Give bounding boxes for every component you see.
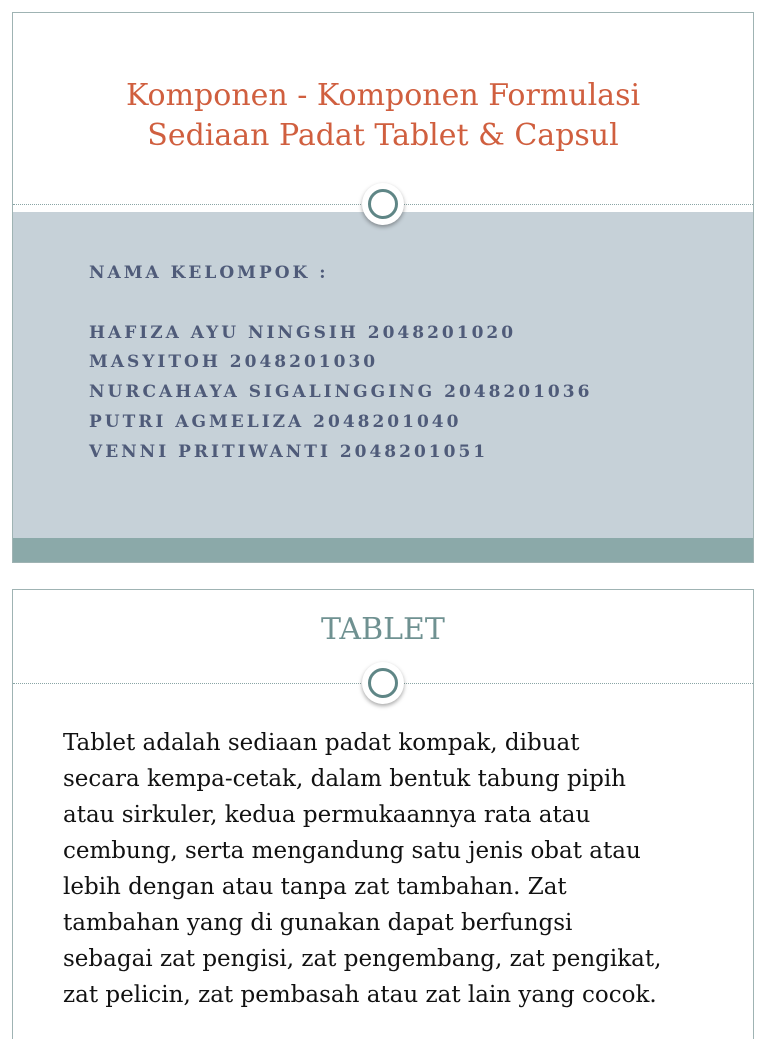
slide-1-title: [13, 76, 753, 156]
body-line-8: zat pelicin, zat pembasah atau zat lain yang cocok.: [63, 982, 657, 1008]
body-line-2: secara kempa-cetak, dalam bentuk tabung pipih: [63, 766, 626, 792]
circle-ring: [368, 668, 398, 698]
member-1: HAFIZA AYU NINGSIH 2048201020: [89, 322, 517, 343]
body-line-7: sebagai zat pengisi, zat pengembang, zat pengikat,: [63, 946, 662, 972]
circle-ring: [368, 189, 398, 219]
member-5: VENNI PRITIWANTI 2048201051: [89, 441, 489, 462]
slide-2-title: TABLET: [321, 612, 445, 647]
member-3: NURCAHAYA SIGALINGGING 2048201036: [89, 382, 593, 403]
group-info: [89, 259, 592, 468]
footer-band: [13, 538, 753, 563]
slide-1: [12, 12, 754, 563]
slide-1-title-line-2: Sediaan Padat Tablet & Capsul: [147, 118, 619, 153]
circle-ornament-icon: [362, 662, 404, 704]
body-line-5: lebih dengan atau tanpa zat tambahan. Zat: [63, 874, 567, 900]
circle-ornament-icon: [362, 183, 404, 225]
body-line-3: atau sirkuler, kedua permukaannya rata atau: [63, 802, 591, 828]
body-line-4: cembung, serta mengandung satu jenis obat atau: [63, 838, 641, 864]
tablet-definition: [63, 725, 743, 1013]
slide-2: [12, 589, 754, 1039]
member-4: PUTRI AGMELIZA 2048201040: [89, 411, 462, 432]
member-2: MASYITOH 2048201030: [89, 352, 379, 373]
body-line-1: Tablet adalah sediaan padat kompak, dibuat: [63, 730, 580, 756]
group-heading: NAMA KELOMPOK :: [89, 263, 329, 283]
body-line-6: tambahan yang di gunakan dapat berfungsi: [63, 910, 573, 936]
spacer: [89, 289, 592, 319]
slide-1-title-line-1: Komponen - Komponen Formulasi: [125, 78, 641, 113]
